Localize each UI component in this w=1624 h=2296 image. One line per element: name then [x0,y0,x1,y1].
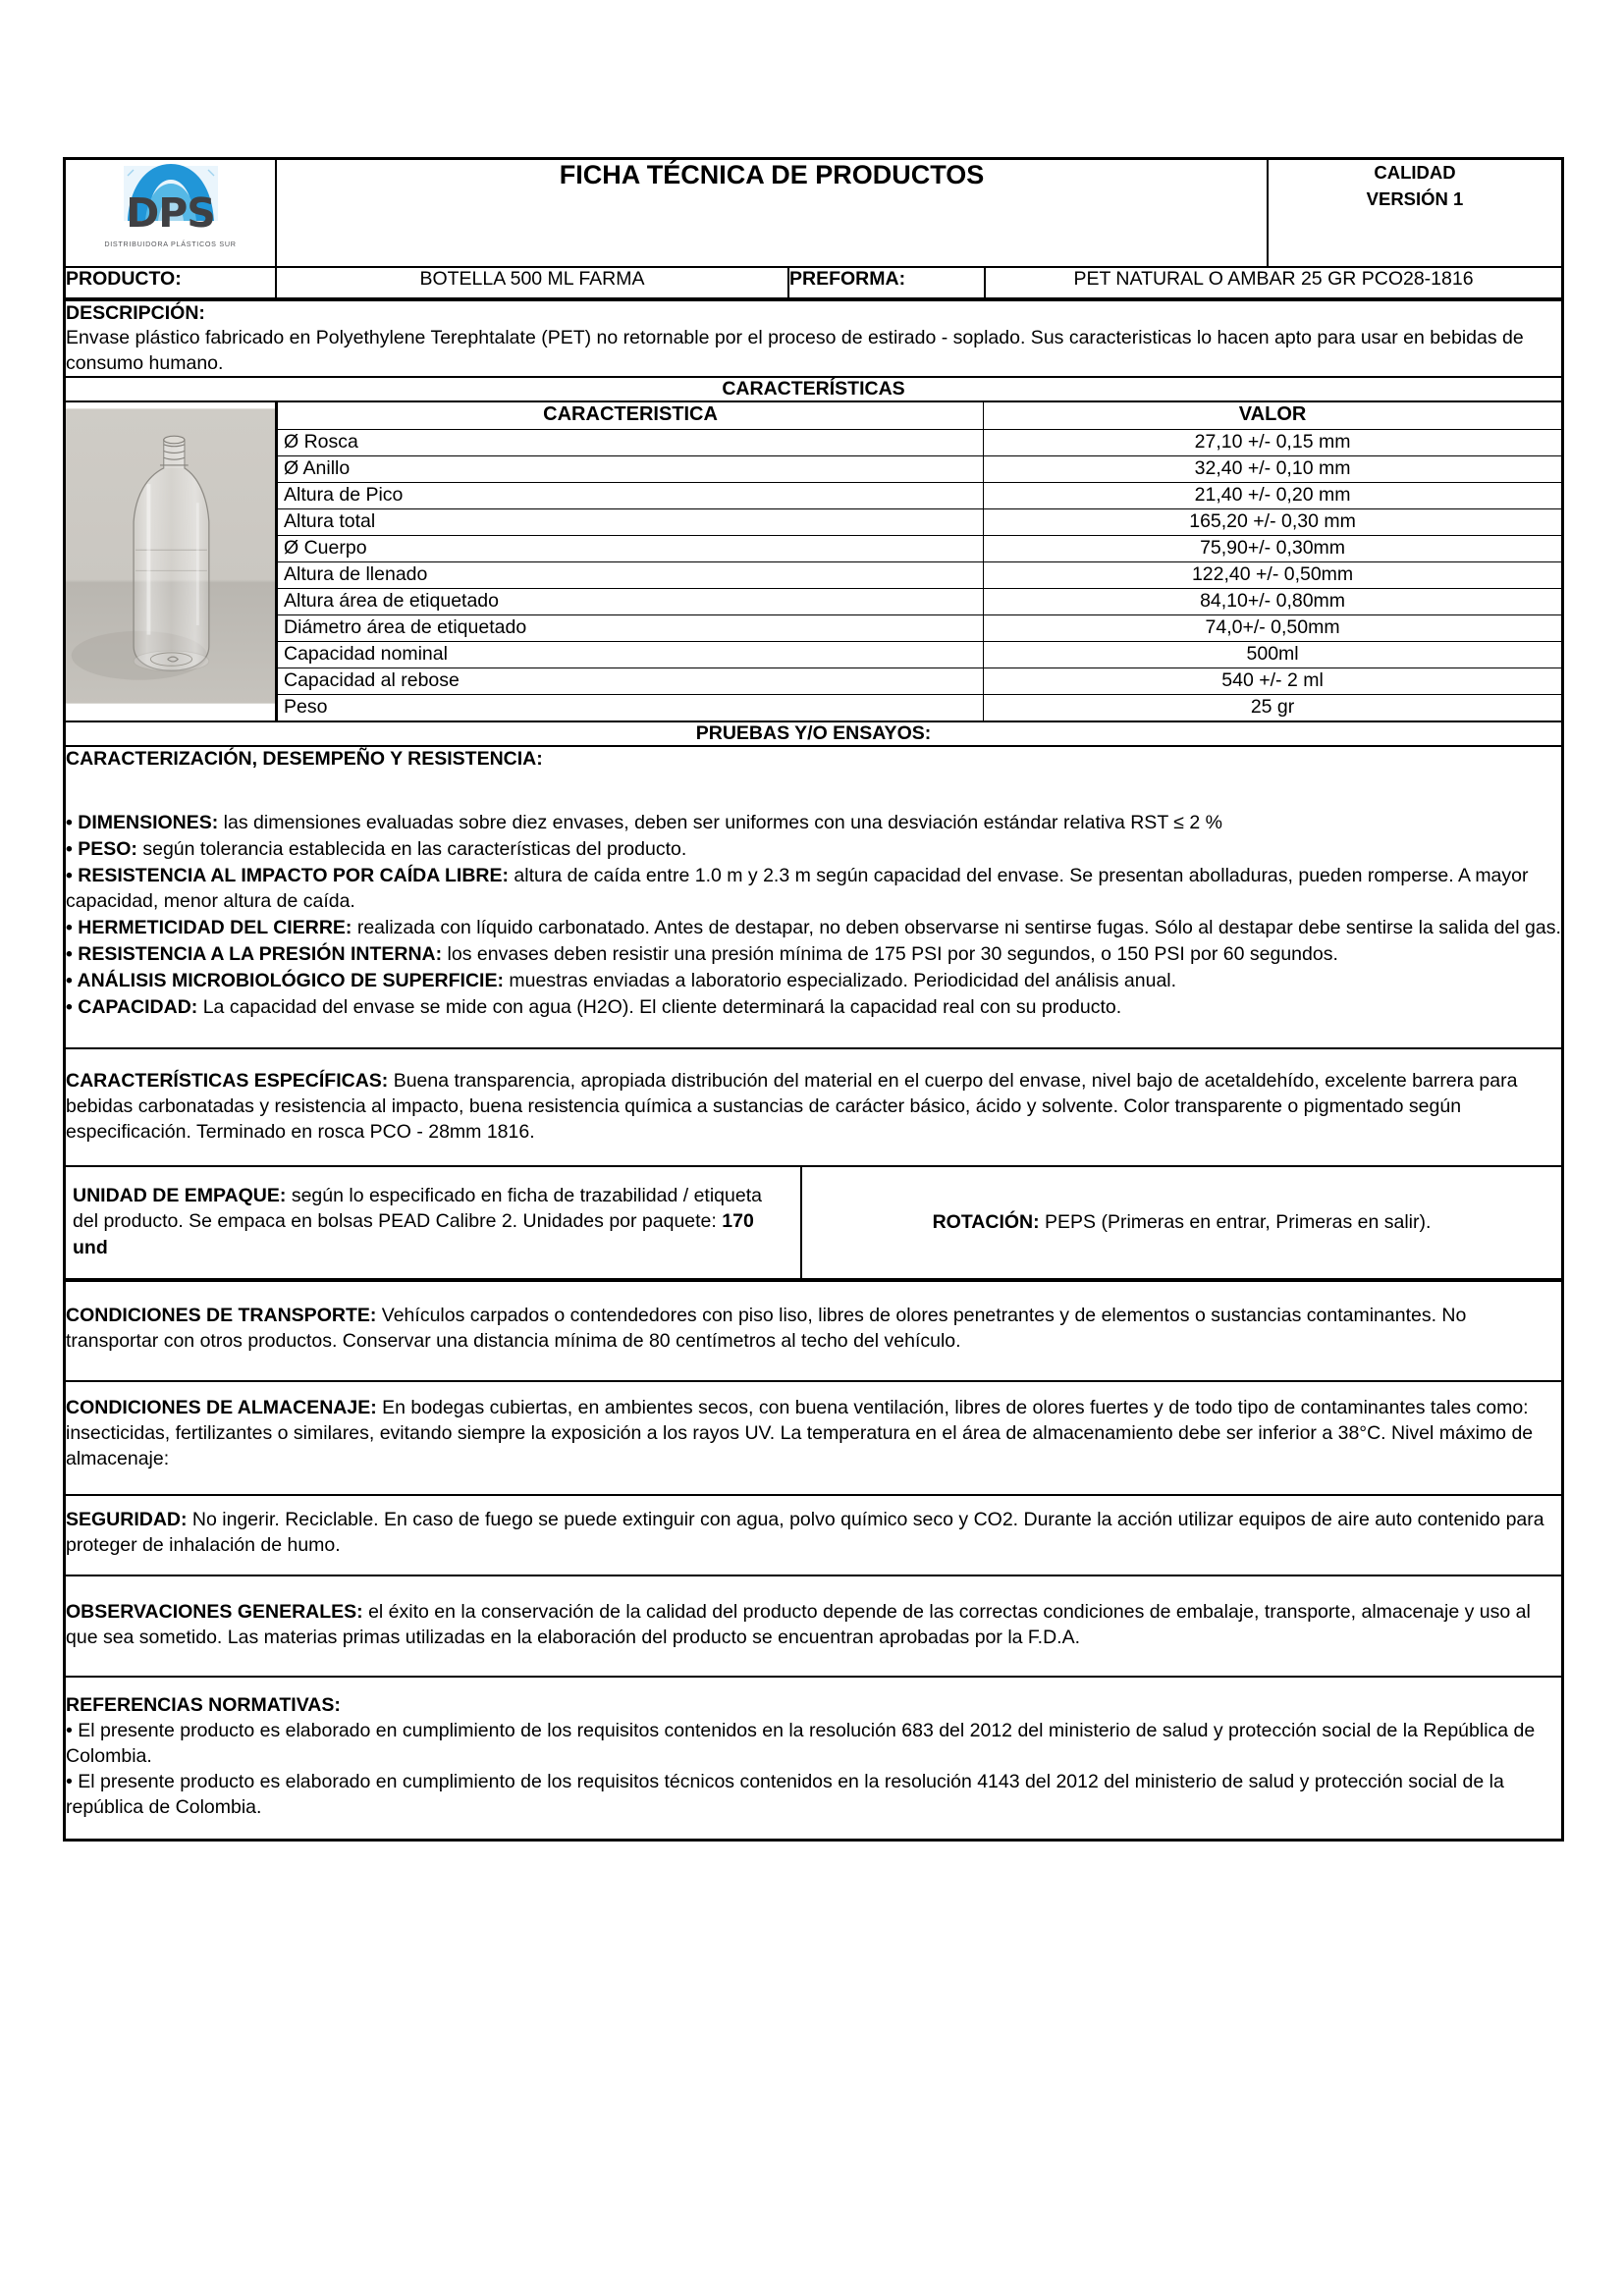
table-row [278,694,1562,721]
safety-text: No ingerir. Reciclable. En caso de fuego se puede extinguir con agua, polvo químico seco y CO2. Durante la acción utilizar equipos de aire auto contenido para proteger de inhalación de humo. [66,1508,1544,1556]
list-item-text: según tolerancia establecida en las características del producto. [136,838,687,861]
list-item-text: altura de caída entre 1.0 m y 2.3 m según capacidad del envase. Se presentan abolladuras, pueden romperse. A mayor capacidad, menor altura de caída. [66,865,1529,913]
spec-body [278,429,1562,721]
spec-value: 165,20 +/- 0,30 mm [984,508,1561,535]
tests-band-row [65,721,1563,746]
transport-text: Vehículos carpados o contendedores con piso liso, libres de olores penetrantes y de elementos o sustancias contaminantes. No transportar con otros productos. Conservar una distancia mínima de 80 centímetros al techo del vehículo. [66,1305,1467,1353]
references-heading: REFERENCIAS NORMATIVAS: [66,1694,341,1717]
list-item [66,864,1561,915]
transport-row [65,1281,1563,1381]
packaging-row [65,1166,1563,1282]
characteristics-band-row [65,377,1563,401]
transport-cell [65,1281,1563,1381]
list-item-text: muestras enviadas a laboratorio especializado. Periodicidad del análisis anual. [503,969,1177,991]
list-item [66,811,1561,836]
header-row [65,159,1563,268]
spec-name: Altura de Pico [278,482,984,508]
spec-table-cell [276,401,1563,721]
tests-cell [65,746,1563,1048]
logo-wordmark: DPS [126,189,215,237]
description-text: Envase plástico fabricado en Polyethylene Terephtalate (PET) no retornable por el proceso de estirado - soplado. Sus caracteristicas lo hacen apto para usar en bebidas de consumo humano. [66,327,1524,374]
spec-value: 500ml [984,641,1561,667]
specific-row [65,1048,1563,1166]
storage-text: En bodegas cubiertas, en ambientes secos, con buena ventilación, libres de olores fuertes y de todo tipo de contaminantes tales como: insecticidas, fertilizantes o similares, evitando siempre la exposición a los rayos UV. La temperatura en el área de almacenamiento debe ser inferior a 38°C. Nivel máximo de almacenaje: [66,1396,1534,1469]
spec-value: 32,40 +/- 0,10 mm [984,455,1561,482]
spec-value: 75,90+/- 0,30mm [984,535,1561,561]
tests-row [65,746,1563,1048]
list-item [66,942,1561,968]
rotation-cell [801,1167,1561,1280]
observations-row [65,1575,1563,1678]
table-row [278,482,1562,508]
observations-cell [65,1575,1563,1678]
packaging-text: según lo especificado en ficha de trazabilidad / etiqueta del producto. Se empaca en bolsas PEAD Calibre 2. Unidades por paquete: [73,1184,762,1233]
characteristics-content-row [65,401,1563,721]
logo-cell [65,159,277,268]
product-subtable [66,268,1561,299]
table-row [278,588,1562,614]
rotation-text: PEPS (Primeras en entrar, Primeras en salir). [1039,1210,1432,1233]
spec-name: Altura de llenado [278,561,984,588]
spec-header-row [278,402,1562,429]
list-item: • El presente producto es elaborado en cumplimiento de los requisitos contenidos en la resolución 683 del 2012 del ministerio de salud y protección social de la República de Colombia. [66,1720,1536,1768]
specific-cell [65,1048,1563,1166]
list-item: • El presente producto es elaborado en cumplimiento de los requisitos técnicos contenidos en la resolución 4143 del 2012 del ministerio de salud y protección social de la república de Colombia. [66,1771,1504,1819]
product-value: BOTELLA 500 ML FARMA [276,268,788,298]
meta-cell [1268,159,1563,268]
spec-value: 84,10+/- 0,80mm [984,588,1561,614]
spec-name: Ø Cuerpo [278,535,984,561]
spec-value: 540 +/- 2 ml [984,667,1561,694]
spec-name: Diámetro área de etiquetado [278,614,984,641]
spec-name: Peso [278,694,984,721]
storage-label: CONDICIONES DE ALMACENAJE: [66,1396,377,1418]
spec-value: 25 gr [984,694,1561,721]
storage-cell [65,1381,1563,1495]
list-item [66,916,1561,941]
spec-value: 74,0+/- 0,50mm [984,614,1561,641]
specific-label: CARACTERÍSTICAS ESPECÍFICAS: [66,1069,389,1092]
list-item-label: • CAPACIDAD: [66,995,198,1018]
description-cell [65,300,1563,377]
bottle-photo-icon [66,402,275,710]
preform-label: PREFORMA: [788,268,985,298]
spec-value: 27,10 +/- 0,15 mm [984,429,1561,455]
references-list [66,1719,1561,1821]
list-item-label: • RESISTENCIA AL IMPACTO POR CAÍDA LIBRE: [66,865,510,887]
rotation-label: ROTACIÓN: [932,1210,1040,1233]
packaging-label: UNIDAD DE EMPAQUE: [73,1184,287,1206]
spec-col-characteristic: CARACTERISTICA [278,402,984,429]
packaging-cell [66,1167,801,1280]
spec-name: Altura total [278,508,984,535]
spec-name: Ø Anillo [278,455,984,482]
specific-text: Buena transparencia, apropiada distribución del material en el cuerpo del envase, nivel bajo de acetaldehído, excelente barrera para bebidas carbonatadas y resistencia al impacto, buena resistencia química a sustancias de carácter básico, ácido y solvente. Color transparente o pigmentado según especificación. Terminado en rosca PCO - 28mm 1816. [66,1069,1518,1143]
spec-value: 21,40 +/- 0,20 mm [984,482,1561,508]
preform-value: PET NATURAL O AMBAR 25 GR PCO28-1816 [985,268,1561,298]
spec-value: 122,40 +/- 0,50mm [984,561,1561,588]
observations-label: OBSERVACIONES GENERALES: [66,1600,363,1623]
spec-name: Capacidad al rebose [278,667,984,694]
description-row [65,300,1563,377]
spec-col-value: VALOR [984,402,1561,429]
list-item [66,995,1561,1021]
list-item-text: La capacidad del envase se mide con agua (H2O). El cliente determinará la capacidad real con su producto. [197,995,1122,1018]
spec-name: Altura área de etiquetado [278,588,984,614]
packaging-units: 170 und [73,1210,754,1258]
page-title: FICHA TÉCNICA DE PRODUCTOS [559,160,985,189]
list-item-text: realizada con líquido carbonatado. Antes de destapar, no deben observarse ni sentirse fugas. Sólo al destapar debe sentirse la salida del gas. [352,917,1561,939]
spec-table [277,402,1561,721]
characteristics-band: CARACTERÍSTICAS [65,377,1563,401]
spec-name: Ø Rosca [278,429,984,455]
storage-row [65,1381,1563,1495]
product-photo-cell [65,401,277,721]
description-label: DESCRIPCIÓN: [66,302,205,324]
product-row [65,267,1563,300]
product-photo-box [66,402,275,710]
packaging-subtable [66,1167,1561,1281]
observations-text: el éxito en la conservación de la calidad del producto depende de las correctas condiciones de embalaje, transporte, almacenaje y uso al que sea sometido. Las materias primas utilizadas en la elaboración del producto se encuentran aprobadas por la F.D.A. [66,1600,1531,1648]
table-row [278,535,1562,561]
product-label: PRODUCTO: [66,268,276,298]
list-item-text: las dimensiones evaluadas sobre diez envases, deben ser uniformes con una desviación estándar relativa RST ≤ 2 % [218,812,1223,834]
company-logo [88,160,253,250]
table-row [278,641,1562,667]
tests-heading: CARACTERIZACIÓN, DESEMPEÑO Y RESISTENCIA: [66,747,543,770]
table-row [278,455,1562,482]
table-row [278,561,1562,588]
meta-version: VERSIÓN 1 [1366,187,1464,209]
safety-label: SEGURIDAD: [66,1508,188,1530]
list-item-label: • RESISTENCIA A LA PRESIÓN INTERNA: [66,943,443,966]
logo-subtitle: DISTRIBUIDORA PLÁSTICOS SUR [104,240,237,248]
safety-cell [65,1495,1563,1575]
datasheet-table [63,157,1564,1842]
tests-band: PRUEBAS Y/O ENSAYOS: [65,721,1563,746]
spec-name: Capacidad nominal [278,641,984,667]
tests-list [66,811,1561,1020]
table-row [278,667,1562,694]
list-item-label: • ANÁLISIS MICROBIOLÓGICO DE SUPERFICIE: [66,969,504,991]
transport-label: CONDICIONES DE TRANSPORTE: [66,1305,377,1327]
title-cell [276,159,1268,268]
meta-quality: CALIDAD [1374,162,1456,183]
table-row [278,508,1562,535]
list-item-label: • PESO: [66,838,137,861]
references-cell [65,1677,1563,1840]
list-item [66,969,1561,994]
list-item-text: los envases deben resistir una presión mínima de 175 PSI por 30 segundos, o 150 PSI por 60 segundos. [442,943,1338,966]
safety-row [65,1495,1563,1575]
table-row [278,614,1562,641]
table-row [278,429,1562,455]
list-item-label: • HERMETICIDAD DEL CIERRE: [66,917,352,939]
references-row [65,1677,1563,1840]
list-item [66,837,1561,863]
list-item-label: • DIMENSIONES: [66,812,219,834]
